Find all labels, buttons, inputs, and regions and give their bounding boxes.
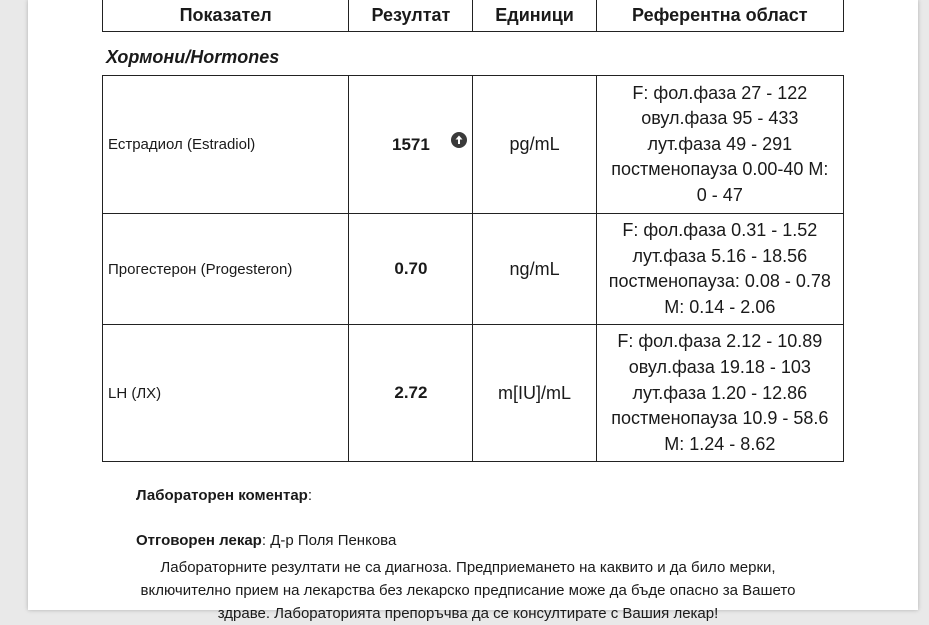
- reference-line: 0 - 47: [696, 184, 743, 205]
- reference-line: лут.фаза 5.16 - 18.56: [632, 245, 808, 266]
- table-row: [103, 325, 844, 462]
- test-name: LH (ЛХ): [103, 325, 349, 462]
- test-unit: m[IU]/mL: [473, 325, 596, 462]
- table-row: [103, 214, 844, 325]
- arrow-up-circle-icon: [451, 132, 467, 148]
- test-value: 0.70: [349, 214, 473, 325]
- disclaimer: [118, 556, 818, 625]
- doctor-label: Отговорен лекар: [136, 532, 262, 549]
- reference-line: F: фол.фаза 0.31 - 1.52: [622, 220, 818, 240]
- reference-line: постменопауза 0.00-40 M:: [611, 159, 829, 180]
- reference-line: F: фол.фаза 27 - 122: [632, 82, 808, 103]
- doctor-name: Д-р Поля Пенкова: [270, 532, 397, 549]
- disclaimer-line: Лабораторните резултати не са диагноза. Предприемането на каквито и да било мерки,: [160, 559, 776, 576]
- reference-line: лут.фаза 49 - 291: [647, 133, 793, 154]
- lab-comment-separator: :: [307, 487, 313, 504]
- doctor-separator: :: [261, 532, 271, 549]
- header-units: Единици: [473, 0, 596, 32]
- responsible-doctor: [136, 532, 396, 549]
- reference-line: лут.фаза 1.20 - 12.86: [632, 382, 808, 403]
- results-table: [102, 75, 844, 462]
- header-indicator: Показател: [103, 0, 349, 32]
- test-reference: [596, 76, 843, 214]
- disclaimer-line: включително прием на лекарства без лекарско предписание може да бъде опасно за Вашето: [140, 582, 796, 599]
- test-value: 2.72: [349, 325, 473, 462]
- header-reference: Референтна област: [596, 0, 843, 32]
- section-title: Хормони/Hormones: [106, 47, 280, 67]
- reference-line: постменопауза 10.9 - 58.6: [611, 408, 829, 429]
- test-unit: pg/mL: [473, 76, 596, 214]
- reference-line: M: 0.14 - 2.06: [664, 296, 776, 317]
- test-value: 1571: [391, 134, 430, 154]
- test-value-cell: [349, 76, 473, 214]
- lab-comment-label: Лабораторен коментар: [136, 487, 308, 504]
- lab-comment: [136, 487, 312, 504]
- results-header-table: [102, 0, 844, 32]
- header-result: Резултат: [349, 0, 473, 32]
- disclaimer-line: здраве. Лабораторията препоръчва да се консултирате с Вашия лекар!: [217, 605, 719, 622]
- test-name: Естрадиол (Estradiol): [103, 76, 349, 214]
- reference-line: овул.фаза 19.18 - 103: [628, 356, 811, 377]
- reference-line: F: фол.фаза 2.12 - 10.89: [617, 331, 823, 352]
- test-unit: ng/mL: [473, 214, 596, 325]
- test-reference: [596, 214, 843, 325]
- reference-line: M: 1.24 - 8.62: [664, 433, 776, 454]
- reference-line: постменопауза: 0.08 - 0.78: [608, 271, 831, 292]
- test-name: Прогестерон (Progesteron): [103, 214, 349, 325]
- table-row: [103, 76, 844, 214]
- test-reference: [596, 325, 843, 462]
- reference-line: овул.фаза 95 - 433: [641, 108, 799, 129]
